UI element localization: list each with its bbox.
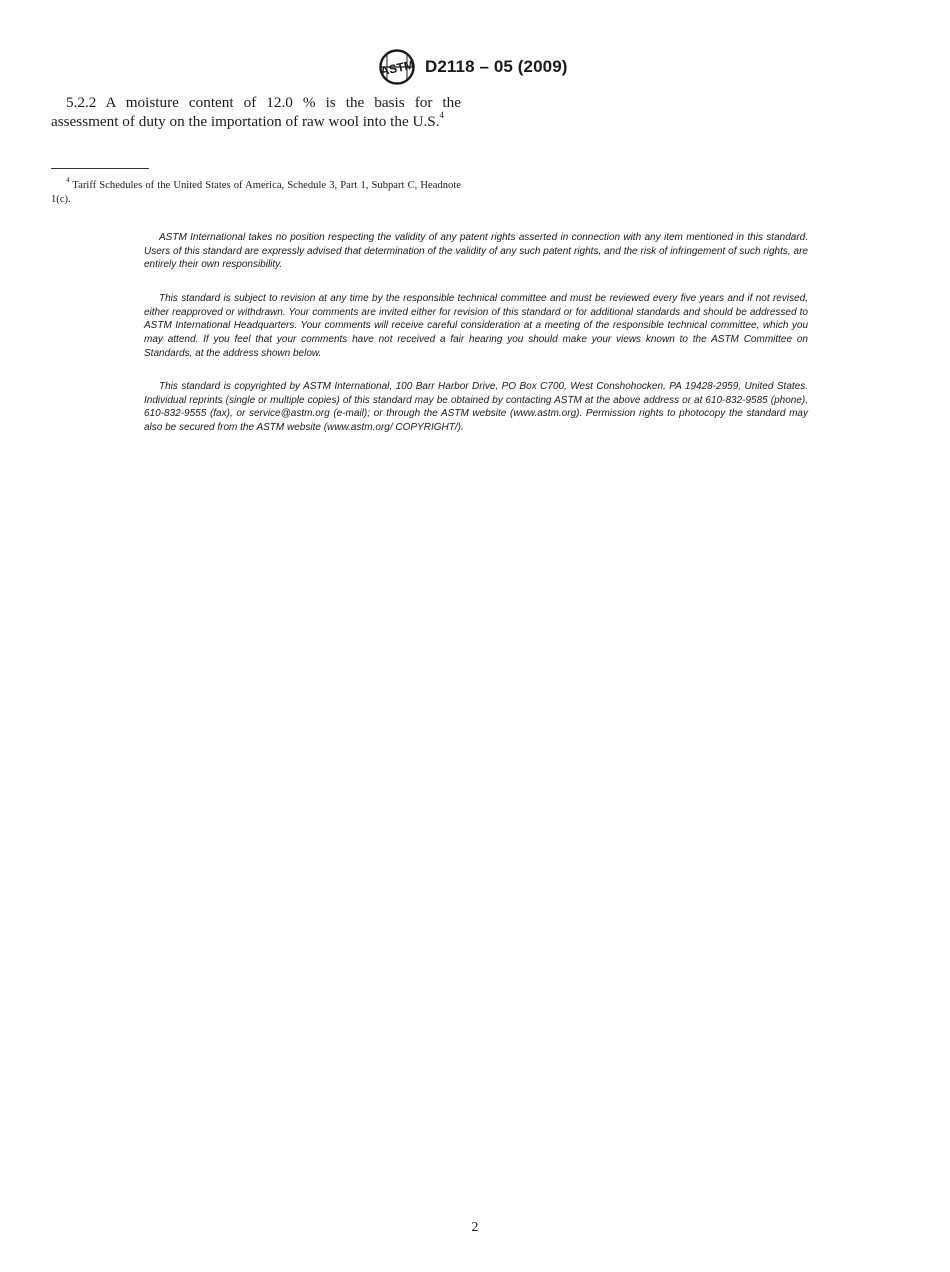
- footnote-reference[interactable]: 4: [439, 110, 444, 121]
- footnote-divider: [51, 168, 149, 169]
- footnote: [51, 176, 461, 207]
- svg-text:ASTM: ASTM: [379, 57, 416, 79]
- footnote-marker: 4: [66, 176, 70, 185]
- paragraph-text: 5.2.2 A moisture content of 12.0 % is the basis for the assessment of duty on the importation of raw wool into the U.S.: [51, 94, 461, 130]
- patent-notice: ASTM International takes no position respecting the validity of any patent rights asserted in connection with any item mentioned in this standard. Users of this standard are expressly advised that determination of the validity of any such patent rights, and the risk of infringement of such rights, are entirely their own responsibility.: [144, 232, 808, 271]
- standard-designation: D2118 – 05 (2009): [425, 57, 568, 76]
- revision-notice: This standard is subject to revision at any time by the responsible technical committee and must be reviewed every five years and if not revised, either reapproved or withdrawn. Your comments are invited either for revision of this standard or for additional standards and should be addressed to ASTM International Headquarters. Your comments will receive careful consideration at a meeting of the responsible technical committee, which you may attend. If you feel that your comments have not received a fair hearing you should make your views known to the ASTM Committee on Standards, at the address shown below.: [144, 293, 808, 359]
- copyright-notice: This standard is copyrighted by ASTM International, 100 Barr Harbor Drive, PO Box C700, West Conshohocken, PA 19428-2959, United States. Individual reprints (single or multiple copies) of this standard may be obtained by contacting ASTM at the above address or at 610-832-9585 (phone), 610-832-9555 (fax), or service@astm.org (e-mail); or through the ASTM website (www.astm.org). Permission rights to photocopy the standard may also be secured from the ASTM website (www.astm.org/ COPYRIGHT/).: [144, 381, 808, 434]
- footnote-text: Tariff Schedules of the United States of America, Schedule 3, Part 1, Subpart C, Headnote 1(c).: [51, 180, 461, 205]
- astm-logo-icon: [378, 49, 416, 85]
- page-header: [0, 49, 950, 85]
- section-paragraph: [51, 94, 461, 131]
- page-number: 2: [471, 1220, 479, 1235]
